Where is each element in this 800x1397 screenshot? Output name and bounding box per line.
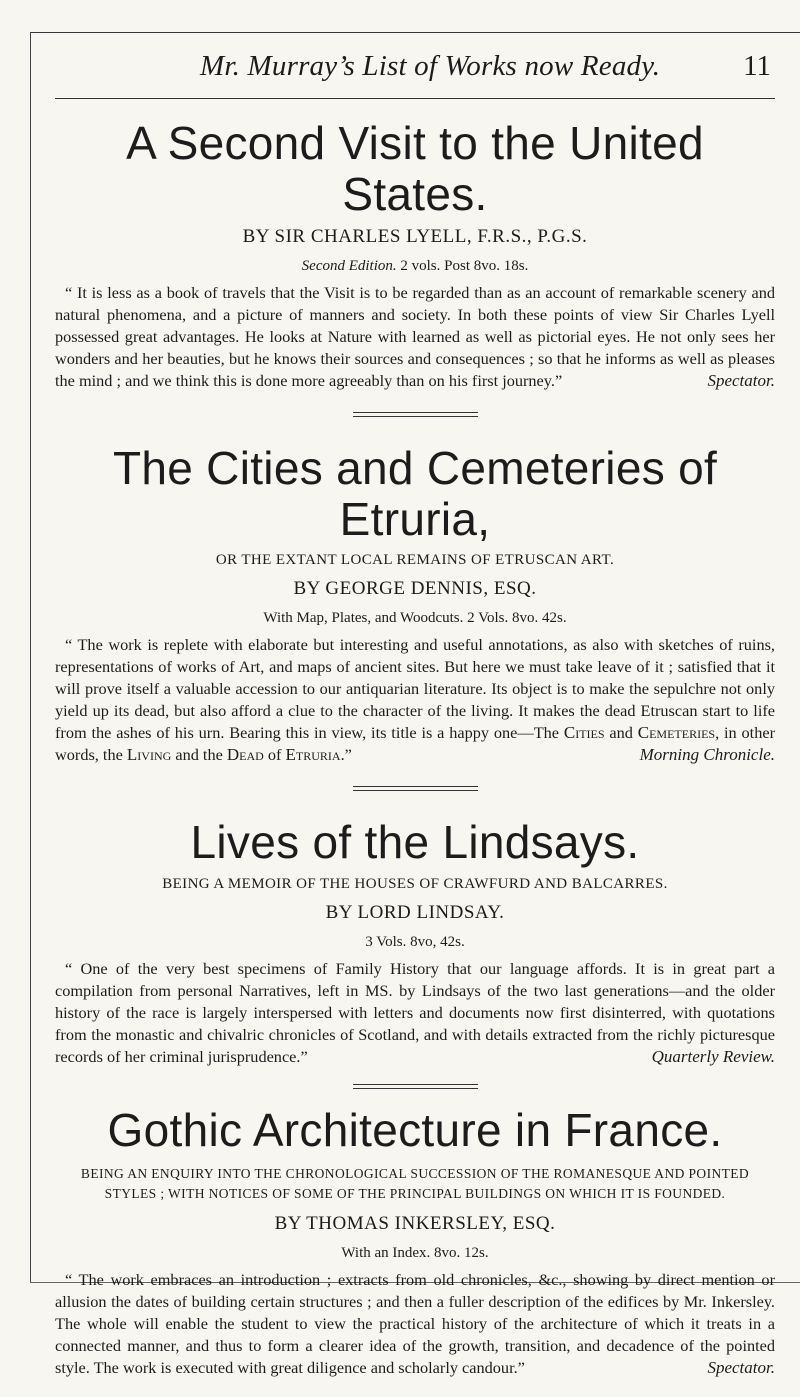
review-smallcaps: Etruria <box>285 745 341 765</box>
review-smallcaps: Living <box>126 745 172 765</box>
review-smallcaps: Cities <box>563 723 605 743</box>
review-source: Quarterly Review. <box>651 1046 775 1066</box>
running-head-title: Mr. Murray’s List of Works now Ready. <box>200 50 661 82</box>
section-divider <box>353 412 478 417</box>
entry-author: BY LORD LINDSAY. <box>325 901 505 923</box>
running-head <box>55 0 775 100</box>
review-text: and <box>604 723 638 743</box>
entry-lindsays <box>55 817 775 1068</box>
review-source: Spectator. <box>707 1357 775 1377</box>
entry-details: With Map, Plates, and Woodcuts. 2 Vols. 8vo. 42s. <box>263 610 567 627</box>
section-divider <box>353 1084 478 1089</box>
entry-subtitle: BEING AN ENQUIRY INTO THE CHRONOLOGICAL SUCCESSION OF THE ROMANESQUE AND POINTED STYLES ; WITH NOTICES OF SOME OF THE PRINCIPAL BUILDINGS ON WHICH IT IS FOUNDED. <box>80 1165 750 1201</box>
running-head-rule <box>55 98 775 99</box>
entry-review <box>55 1269 775 1379</box>
entry-review <box>55 958 775 1068</box>
review-text: “ The work embraces an introduction ; extracts from old chronicles, &c., showing by direct mention or allusion the dates of building certain structures ; and then a fuller description of the edifices by Mr. Inkersley. The whole will enable the student to view the practical history of the architecture of which it treats in a connected manner, and thus to form a clearer idea of the growth, transition, and decadence of the pointed style. The work is executed with great diligence and scholarly candour.” <box>55 1269 775 1377</box>
entry-edition: Second Edition. <box>301 258 397 275</box>
entry-review <box>55 282 775 392</box>
review-text: “ It is less as a book of travels that the Visit is to be regarded than as an account of remarkable scenery and natural phenomena, and a picture of manners and society. In both these points of view Sir Charles Lyell possessed great advantages. He looks at Nature with learned as well as pictorial eyes. He not only sees her wonders and her beauties, but he knows their sources and consequences ; so that he informs as well as pleases the mind ; and we think this is done more agreeably than on his first journey.” <box>55 283 775 391</box>
entry-subtitle: OR THE EXTANT LOCAL REMAINS OF ETRUSCAN ART. <box>215 552 615 569</box>
catalogue-page <box>55 0 775 1379</box>
entry-format-price: 2 vols. Post 8vo. 18s. <box>400 258 529 275</box>
review-smallcaps: Dead <box>226 745 264 765</box>
review-text: .” <box>340 745 352 765</box>
entry-gothic-architecture <box>55 1105 775 1379</box>
review-text: and the <box>171 745 227 765</box>
entry-author: BY THOMAS INKERSLEY, ESQ. <box>274 1212 556 1234</box>
review-text: of <box>263 745 286 765</box>
entry-details: 3 Vols. 8vo, 42s. <box>365 933 465 950</box>
entry-details: With an Index. 8vo. 12s. <box>341 1244 489 1261</box>
entry-title: A Second Visit to the United States. <box>126 117 704 220</box>
entry-title: The Cities and Cemeteries of Etruria, <box>112 442 718 545</box>
review-smallcaps: Cemeteries <box>637 723 716 743</box>
review-source: Spectator. <box>707 371 775 391</box>
page-number: 11 <box>743 50 771 82</box>
page-border-left <box>30 32 31 1282</box>
review-text: , in other words, the <box>55 723 775 765</box>
entry-second-visit <box>55 118 775 392</box>
entry-details <box>55 258 775 275</box>
review-text: “ One of the very best specimens of Family History that our language affords. It is in great part a compilation from personal Narratives, left in MS. by Lindsays of the two last generations—and the older history of the race is largely interspersed with letters and documents now first disinterred, with quotations from the monastic and chivalric chronicles of Scotland, and with details extracted from the richly picturesque records of her criminal jurisprudence.” <box>55 958 775 1066</box>
review-source: Morning Chronicle. <box>639 745 775 765</box>
review-text: “ The work is replete with elaborate but interesting and useful annotations, as also with sketches of ruins, representations of works of Art, and maps of ancient sites. But here we must take leave of it ; satisfied that it will prove itself a valuable accession to our antiquarian literature. Its object is to make the sepulchre not only yield up its dead, but also afford a clue to the character of the living. It makes the dead Etruscan start to life from the ashes of his urn. Bearing this in view, its title is a happy one—The <box>55 635 775 743</box>
entry-title: Lives of the Lindsays. <box>190 816 640 869</box>
entry-subtitle: BEING A MEMOIR OF THE HOUSES OF CRAWFURD AND BALCARRES. <box>162 875 668 892</box>
entry-etruria <box>55 443 775 766</box>
section-divider <box>353 786 478 791</box>
entry-review <box>55 634 775 766</box>
entry-title: Gothic Architecture in France. <box>107 1103 723 1156</box>
entry-author: BY GEORGE DENNIS, ESQ. <box>293 578 537 600</box>
entry-author: BY SIR CHARLES LYELL, F.R.S., P.G.S. <box>242 226 588 248</box>
